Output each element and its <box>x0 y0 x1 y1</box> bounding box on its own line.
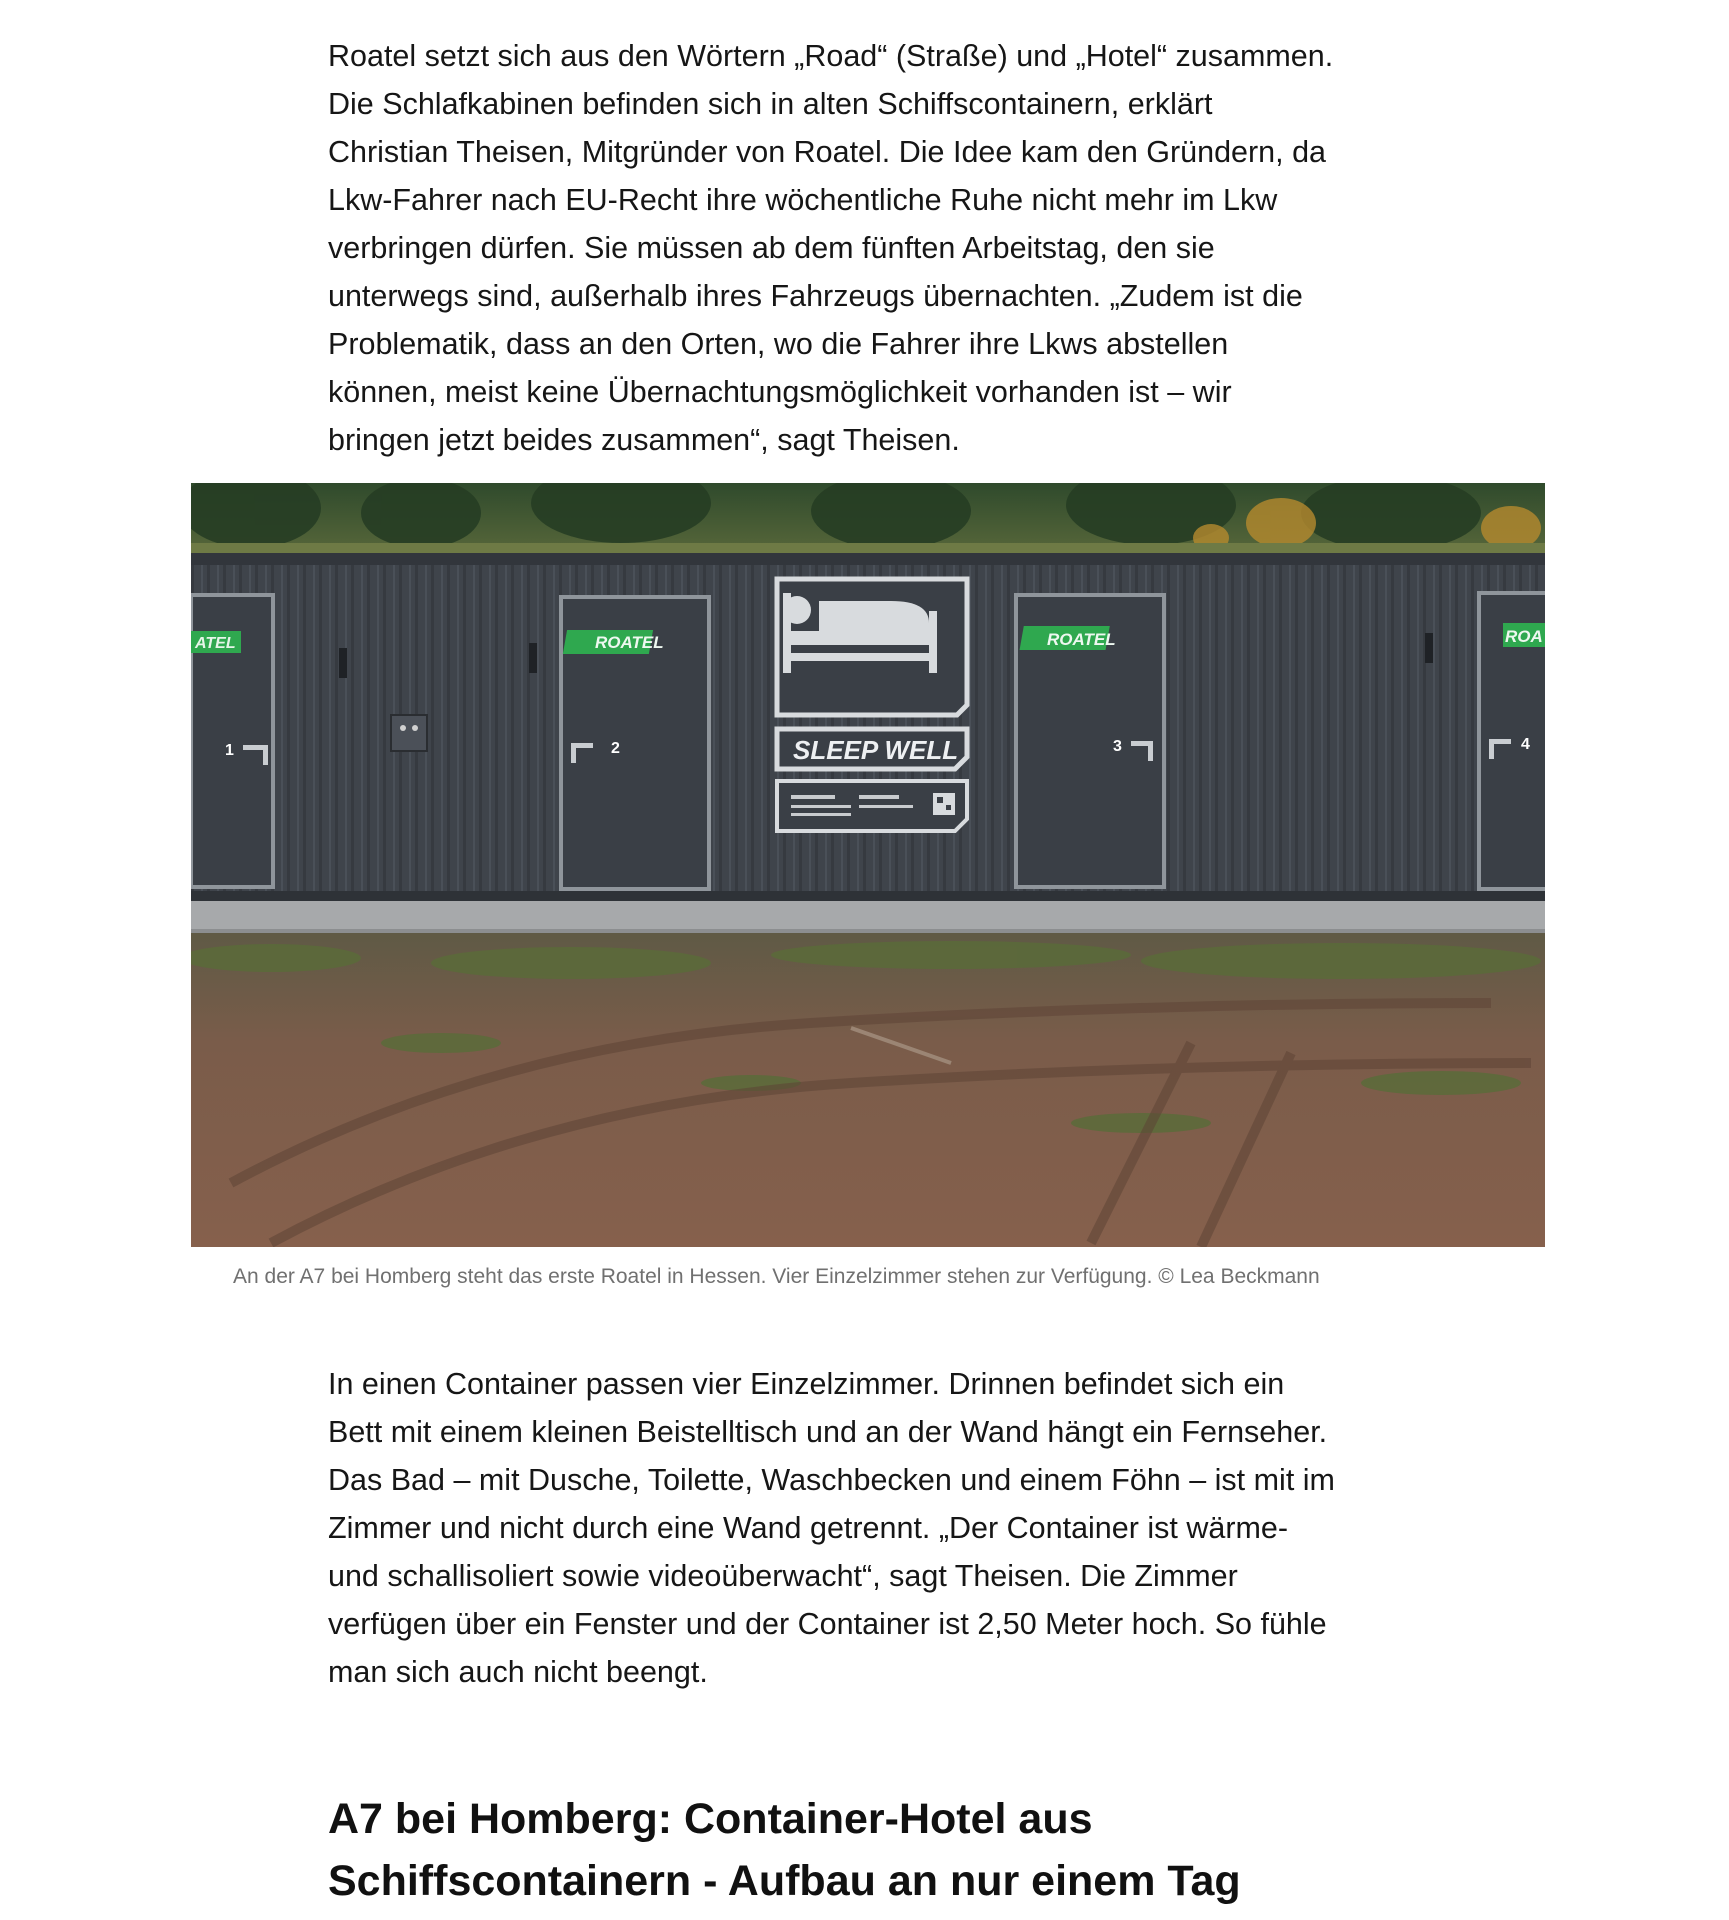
svg-text:ATEL: ATEL <box>195 635 236 652</box>
svg-text:SLEEP WELL: SLEEP WELL <box>793 735 959 765</box>
sleep-well-sign <box>777 579 967 831</box>
section-heading <box>328 1788 1428 1912</box>
roatel-container-photo <box>191 483 1545 1247</box>
heading-line: Schiffscontainern - Aufbau an nur einem Tag <box>328 1857 1241 1905</box>
paragraph-line: Christian Theisen, Mitgründer von Roatel. Die Idee kam den Gründern, da <box>328 135 1326 169</box>
photo-caption: An der A7 bei Homberg steht das erste Roatel in Hessen. Vier Einzelzimmer stehen zur Verfügung. © Lea Beckmann <box>233 1265 1320 1288</box>
door-4 <box>1479 593 1545 889</box>
door-3 <box>1016 595 1164 887</box>
paragraph-line: Das Bad – mit Dusche, Toilette, Waschbecken und einem Föhn – ist mit im <box>328 1463 1335 1497</box>
ground <box>191 933 1545 1247</box>
door-1 <box>191 595 273 887</box>
paragraph-line: In einen Container passen vier Einzelzimmer. Drinnen befindet sich ein <box>328 1367 1285 1401</box>
pavement <box>191 901 1545 931</box>
article-paragraph-2 <box>328 1360 1418 1696</box>
keypad <box>391 715 427 751</box>
paragraph-line: unterwegs sind, außerhalb ihres Fahrzeugs übernachten. „Zudem ist die <box>328 279 1303 313</box>
svg-text:ROATEL: ROATEL <box>1047 630 1116 649</box>
svg-text:3: 3 <box>1113 738 1122 755</box>
paragraph-line: verbringen dürfen. Sie müssen ab dem fünften Arbeitstag, den sie <box>328 231 1215 265</box>
wall-light <box>1425 633 1433 663</box>
svg-text:4: 4 <box>1521 736 1530 753</box>
svg-text:ROA: ROA <box>1505 627 1543 646</box>
paragraph-line: Roatel setzt sich aus den Wörtern „Road“ (Straße) und „Hotel“ zusammen. <box>328 39 1334 73</box>
paragraph-line: Zimmer und nicht durch eine Wand getrennt. „Der Container ist wärme- <box>328 1511 1289 1545</box>
paragraph-line: Die Schlafkabinen befinden sich in alten Schiffscontainern, erklärt <box>328 87 1213 121</box>
paragraph-line: Bett mit einem kleinen Beistelltisch und an der Wand hängt ein Fernseher. <box>328 1415 1328 1449</box>
paragraph-line: Problematik, dass an den Orten, wo die Fahrer ihre Lkws abstellen <box>328 327 1229 361</box>
paragraph-line: bringen jetzt beides zusammen“, sagt Theisen. <box>328 423 960 457</box>
article-paragraph-1 <box>328 32 1418 464</box>
svg-text:ROATEL: ROATEL <box>595 633 664 652</box>
paragraph-line: Lkw-Fahrer nach EU-Recht ihre wöchentliche Ruhe nicht mehr im Lkw <box>328 183 1278 217</box>
wall-light <box>339 648 347 678</box>
qr-code-icon <box>933 793 955 815</box>
svg-text:2: 2 <box>611 740 620 757</box>
heading-line: A7 bei Homberg: Container-Hotel aus <box>328 1795 1093 1843</box>
paragraph-line: können, meist keine Übernachtungsmöglichkeit vorhanden ist – wir <box>328 375 1232 409</box>
paragraph-line: und schallisoliert sowie videoüberwacht“, sagt Theisen. Die Zimmer <box>328 1559 1238 1593</box>
paragraph-line: verfügen über ein Fenster und der Container ist 2,50 Meter hoch. So fühle <box>328 1607 1327 1641</box>
paragraph-line: man sich auch nicht beengt. <box>328 1655 708 1689</box>
wall-light <box>529 643 537 673</box>
bed-icon <box>783 593 937 673</box>
svg-text:1: 1 <box>225 742 234 759</box>
door-2 <box>561 597 709 889</box>
article-photo[interactable] <box>191 483 1545 1247</box>
